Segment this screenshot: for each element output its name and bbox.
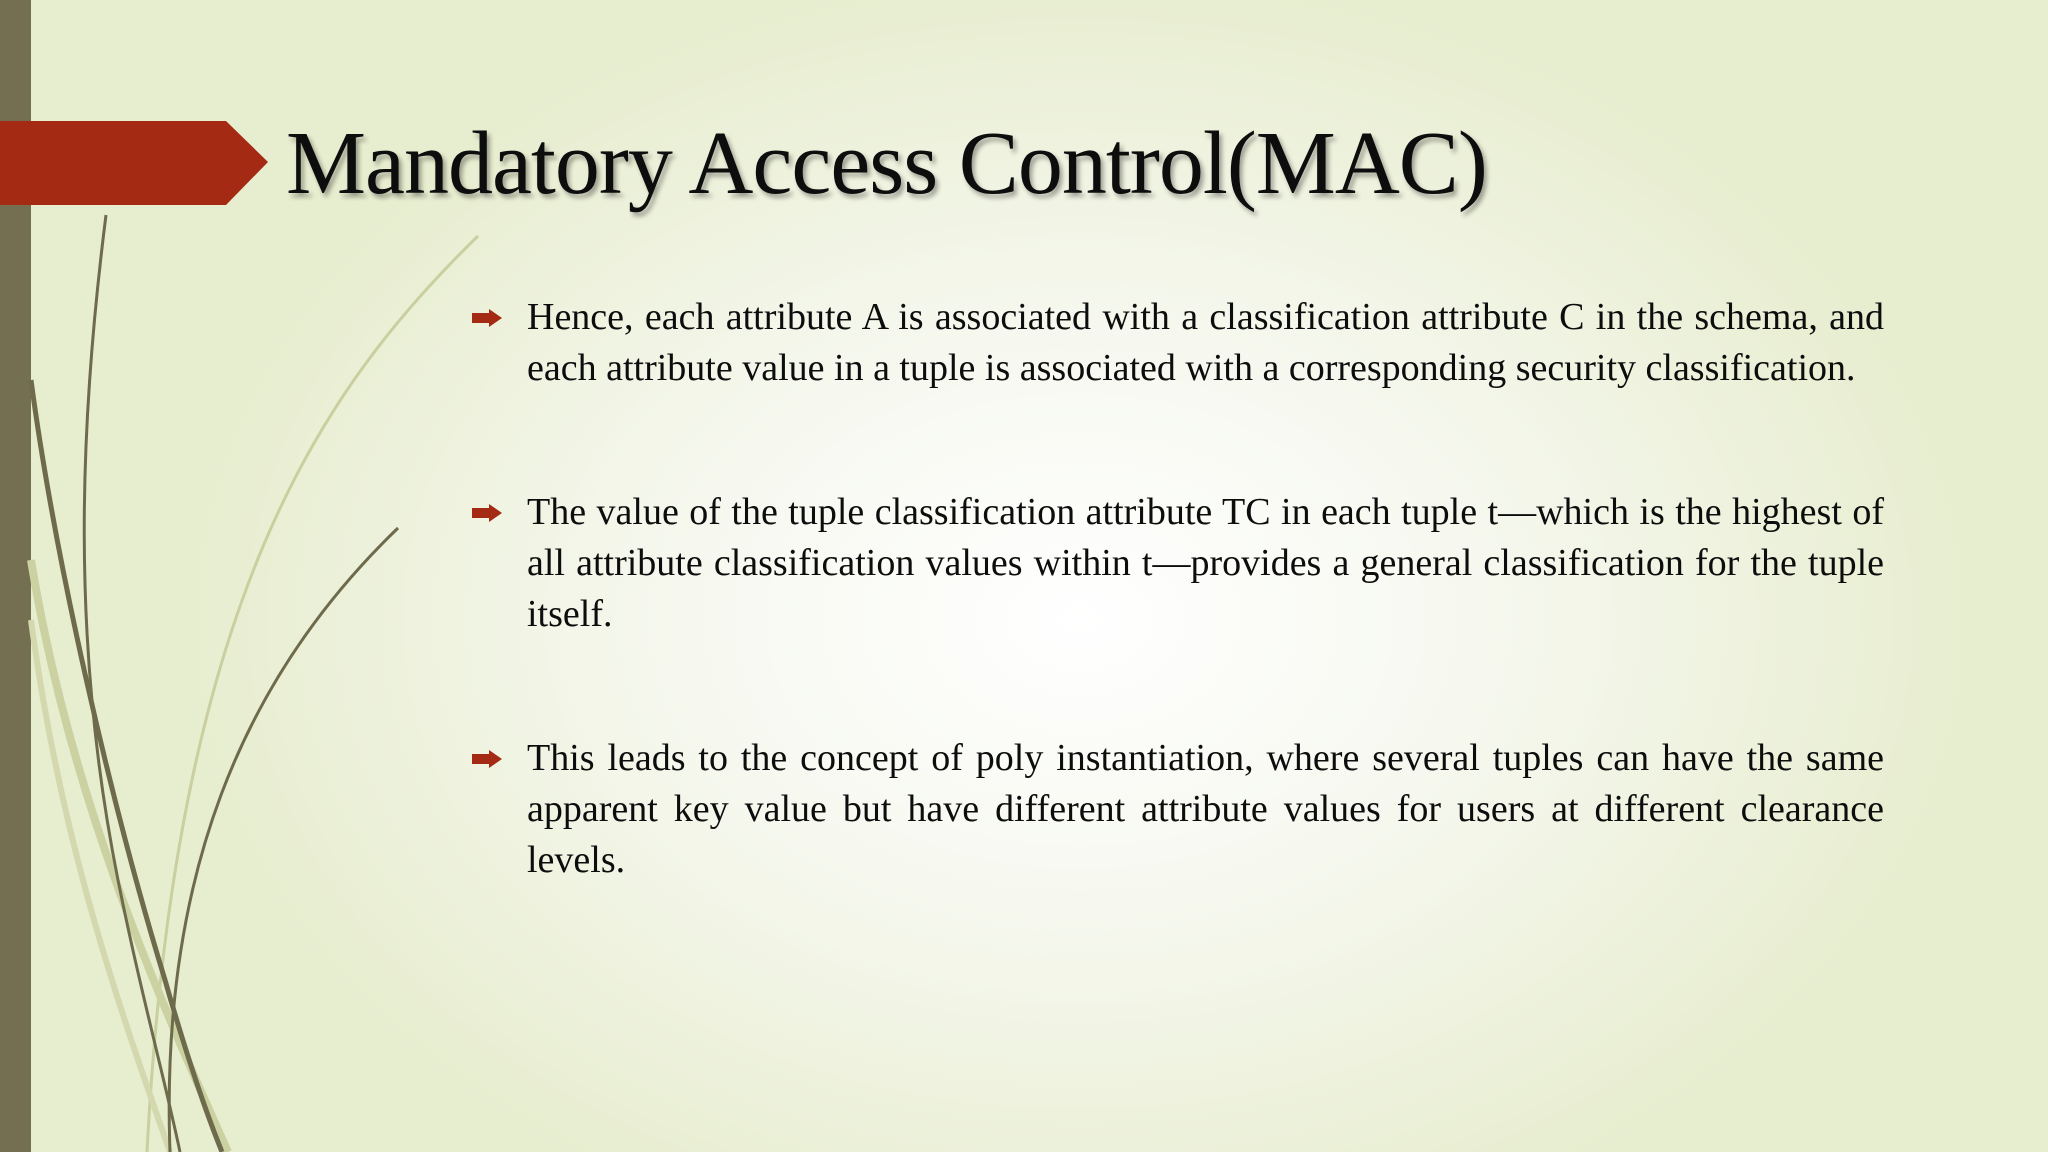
bullet-text: This leads to the concept of poly instantiation, where several tuples can have the same apparent key value but have different attribute values for users at different clearance levels. [527,737,1884,881]
title-arrow-shape [0,0,280,210]
arrow-bullet-icon [472,309,502,327]
arrow-bullet-icon [472,504,502,522]
bullet-text: The value of the tuple classification attribute TC in each tuple t—which is the highest of all attribute classification values within t—provides a general classification for the tuple itself. [527,491,1884,635]
bullet-item [470,733,1884,886]
page-title: Mandatory Access Control(MAC) [286,114,1487,213]
bullet-item [470,487,1884,640]
bullet-list [470,292,1884,886]
bullet-item [470,292,1884,394]
bullet-text: Hence, each attribute A is associated with a classification attribute C in the schema, and each attribute value in a tuple is associated with a corresponding security classification. [527,296,1884,389]
arrow-bullet-icon [472,750,502,768]
swoosh-dark-2 [31,380,222,1152]
swoosh-dark-3 [169,528,398,1152]
swoosh-light-3 [31,620,170,1152]
swoosh-light-1 [147,236,478,1152]
